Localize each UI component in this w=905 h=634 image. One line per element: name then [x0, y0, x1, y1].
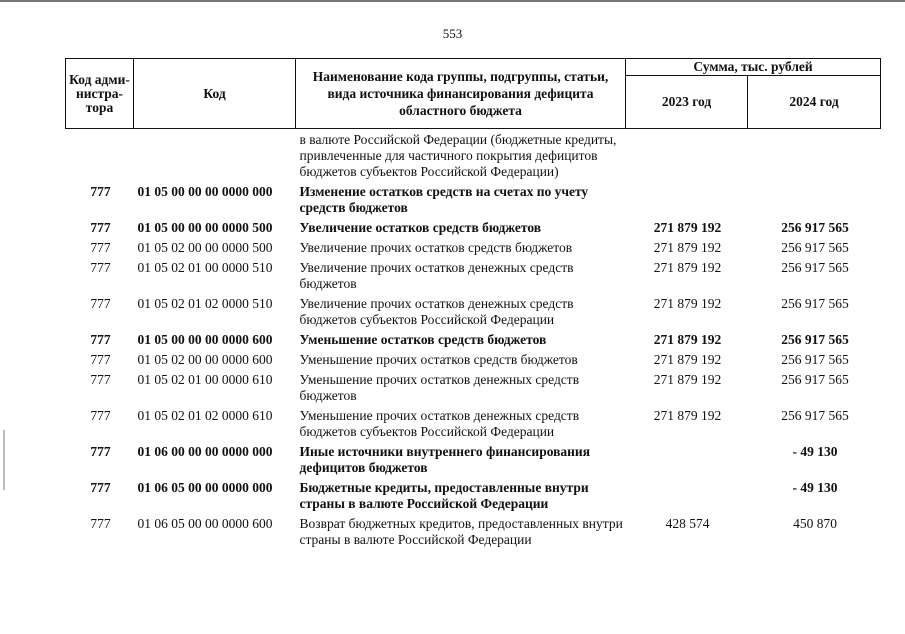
amount-2024-cell: - 49 130 [792, 480, 838, 495]
code-cell: 01 05 02 01 02 0000 610 [137, 408, 273, 423]
amount-2024-cell [748, 182, 881, 218]
code-cell: 01 05 00 00 00 0000 500 [137, 220, 273, 235]
amount-2023-cell: 271 879 192 [653, 352, 722, 367]
amount-2024-cell: 256 917 565 [781, 220, 849, 235]
table-row [66, 370, 881, 406]
header-year-2024: 2024 год [748, 76, 881, 129]
page-number: 553 [442, 26, 463, 41]
name-cell: Уменьшение прочих остатков денежных средств бюджетов [299, 372, 580, 403]
admin-code-cell: 777 [90, 372, 111, 387]
header-admin-code: Код адми-нистра-тора [66, 59, 134, 129]
admin-code-cell: 777 [90, 444, 111, 459]
budget-deficit-sources-table [65, 58, 881, 550]
amount-2024-cell: 256 917 565 [781, 260, 849, 275]
table-row [66, 129, 881, 183]
amount-2023-cell [626, 129, 748, 183]
header-amount: Сумма, тыс. рублей [626, 59, 881, 76]
table-row [66, 350, 881, 370]
admin-code-cell: 777 [90, 480, 111, 495]
amount-2024-cell: 256 917 565 [781, 332, 849, 347]
amount-2023-cell: 271 879 192 [653, 220, 722, 235]
code-cell: 01 06 05 00 00 0000 600 [137, 516, 273, 531]
admin-code-cell: 777 [90, 296, 111, 311]
admin-code-cell: 777 [90, 260, 111, 275]
admin-code-cell: 777 [90, 220, 111, 235]
amount-2023-cell: 271 879 192 [653, 296, 722, 311]
name-cell: Бюджетные кредиты, предоставленные внутри страны в валюте Российской Федерации [299, 480, 589, 511]
amount-2023-cell [626, 442, 748, 478]
code-cell: 01 06 00 00 00 0000 000 [137, 444, 273, 459]
amount-2024-cell: 256 917 565 [781, 240, 849, 255]
table-body [66, 129, 881, 551]
header-code: Код [134, 59, 296, 129]
code-cell: 01 05 00 00 00 0000 600 [137, 332, 273, 347]
code-cell: 01 05 02 01 02 0000 510 [137, 296, 273, 311]
scan-artifact [3, 430, 5, 490]
admin-code-cell: 777 [90, 516, 111, 531]
admin-code-cell: 777 [90, 240, 111, 255]
name-cell: Уменьшение остатков средств бюджетов [299, 332, 547, 347]
amount-2024-cell: 450 870 [793, 516, 837, 531]
amount-2023-cell: 428 574 [665, 516, 710, 531]
name-cell: Возврат бюджетных кредитов, предоставленных внутри страны в валюте Российской Федерации [299, 516, 623, 547]
amount-2023-cell: 271 879 192 [653, 240, 722, 255]
amount-2024-cell: 256 917 565 [781, 408, 849, 423]
amount-2023-cell [626, 182, 748, 218]
header-year-2023: 2023 год [626, 76, 748, 129]
name-cell: Изменение остатков средств на счетах по учету средств бюджетов [299, 184, 589, 215]
amount-2023-cell [626, 478, 748, 514]
name-cell: Уменьшение прочих остатков средств бюджетов [299, 352, 578, 367]
table-row [66, 294, 881, 330]
amount-2024-cell: - 49 130 [792, 444, 838, 459]
table-row [66, 258, 881, 294]
table-row [66, 478, 881, 514]
code-cell: 01 05 02 00 00 0000 500 [137, 240, 273, 255]
admin-code-cell: 777 [90, 352, 111, 367]
table-row [66, 514, 881, 550]
amount-2024-cell: 256 917 565 [781, 372, 849, 387]
header-name: Наименование кода группы, подгруппы, статьи, вида источника финансирования дефицита областного бюджета [296, 59, 626, 129]
admin-code-cell [66, 129, 134, 183]
name-cell: Увеличение прочих остатков денежных средств бюджетов [299, 260, 574, 291]
amount-2024-cell: 256 917 565 [781, 296, 849, 311]
amount-2023-cell: 271 879 192 [653, 408, 722, 423]
table-row [66, 442, 881, 478]
admin-code-cell: 777 [90, 408, 111, 423]
table-row [66, 218, 881, 238]
code-cell: 01 05 02 01 00 0000 510 [137, 260, 273, 275]
name-cell: Уменьшение прочих остатков денежных средств бюджетов субъектов Российской Федерации [299, 408, 580, 439]
name-cell: в валюте Российской Федерации (бюджетные кредиты, привлеченные для частичного покрытия дефицитов бюджетов субъектов Российской Федерации) [299, 132, 617, 179]
code-cell [134, 129, 296, 183]
amount-2023-cell: 271 879 192 [653, 372, 722, 387]
name-cell: Иные источники внутреннего финансирования дефицитов бюджетов [299, 444, 591, 475]
page-top-edge [0, 0, 905, 2]
admin-code-cell: 777 [90, 332, 111, 347]
amount-2023-cell: 271 879 192 [653, 260, 722, 275]
name-cell: Увеличение остатков средств бюджетов [299, 220, 542, 235]
name-cell: Увеличение прочих остатков денежных средств бюджетов субъектов Российской Федерации [299, 296, 574, 327]
admin-code-cell: 777 [90, 184, 111, 199]
code-cell: 01 05 02 01 00 0000 610 [137, 372, 273, 387]
code-cell: 01 05 02 00 00 0000 600 [137, 352, 273, 367]
name-cell: Увеличение прочих остатков средств бюджетов [299, 240, 573, 255]
code-cell: 01 05 00 00 00 0000 000 [137, 184, 273, 199]
table-row [66, 238, 881, 258]
amount-2024-cell [748, 129, 881, 183]
amount-2024-cell: 256 917 565 [781, 352, 849, 367]
table-row [66, 330, 881, 350]
table-row [66, 182, 881, 218]
table-row [66, 406, 881, 442]
code-cell: 01 06 05 00 00 0000 000 [137, 480, 273, 495]
amount-2023-cell: 271 879 192 [653, 332, 722, 347]
